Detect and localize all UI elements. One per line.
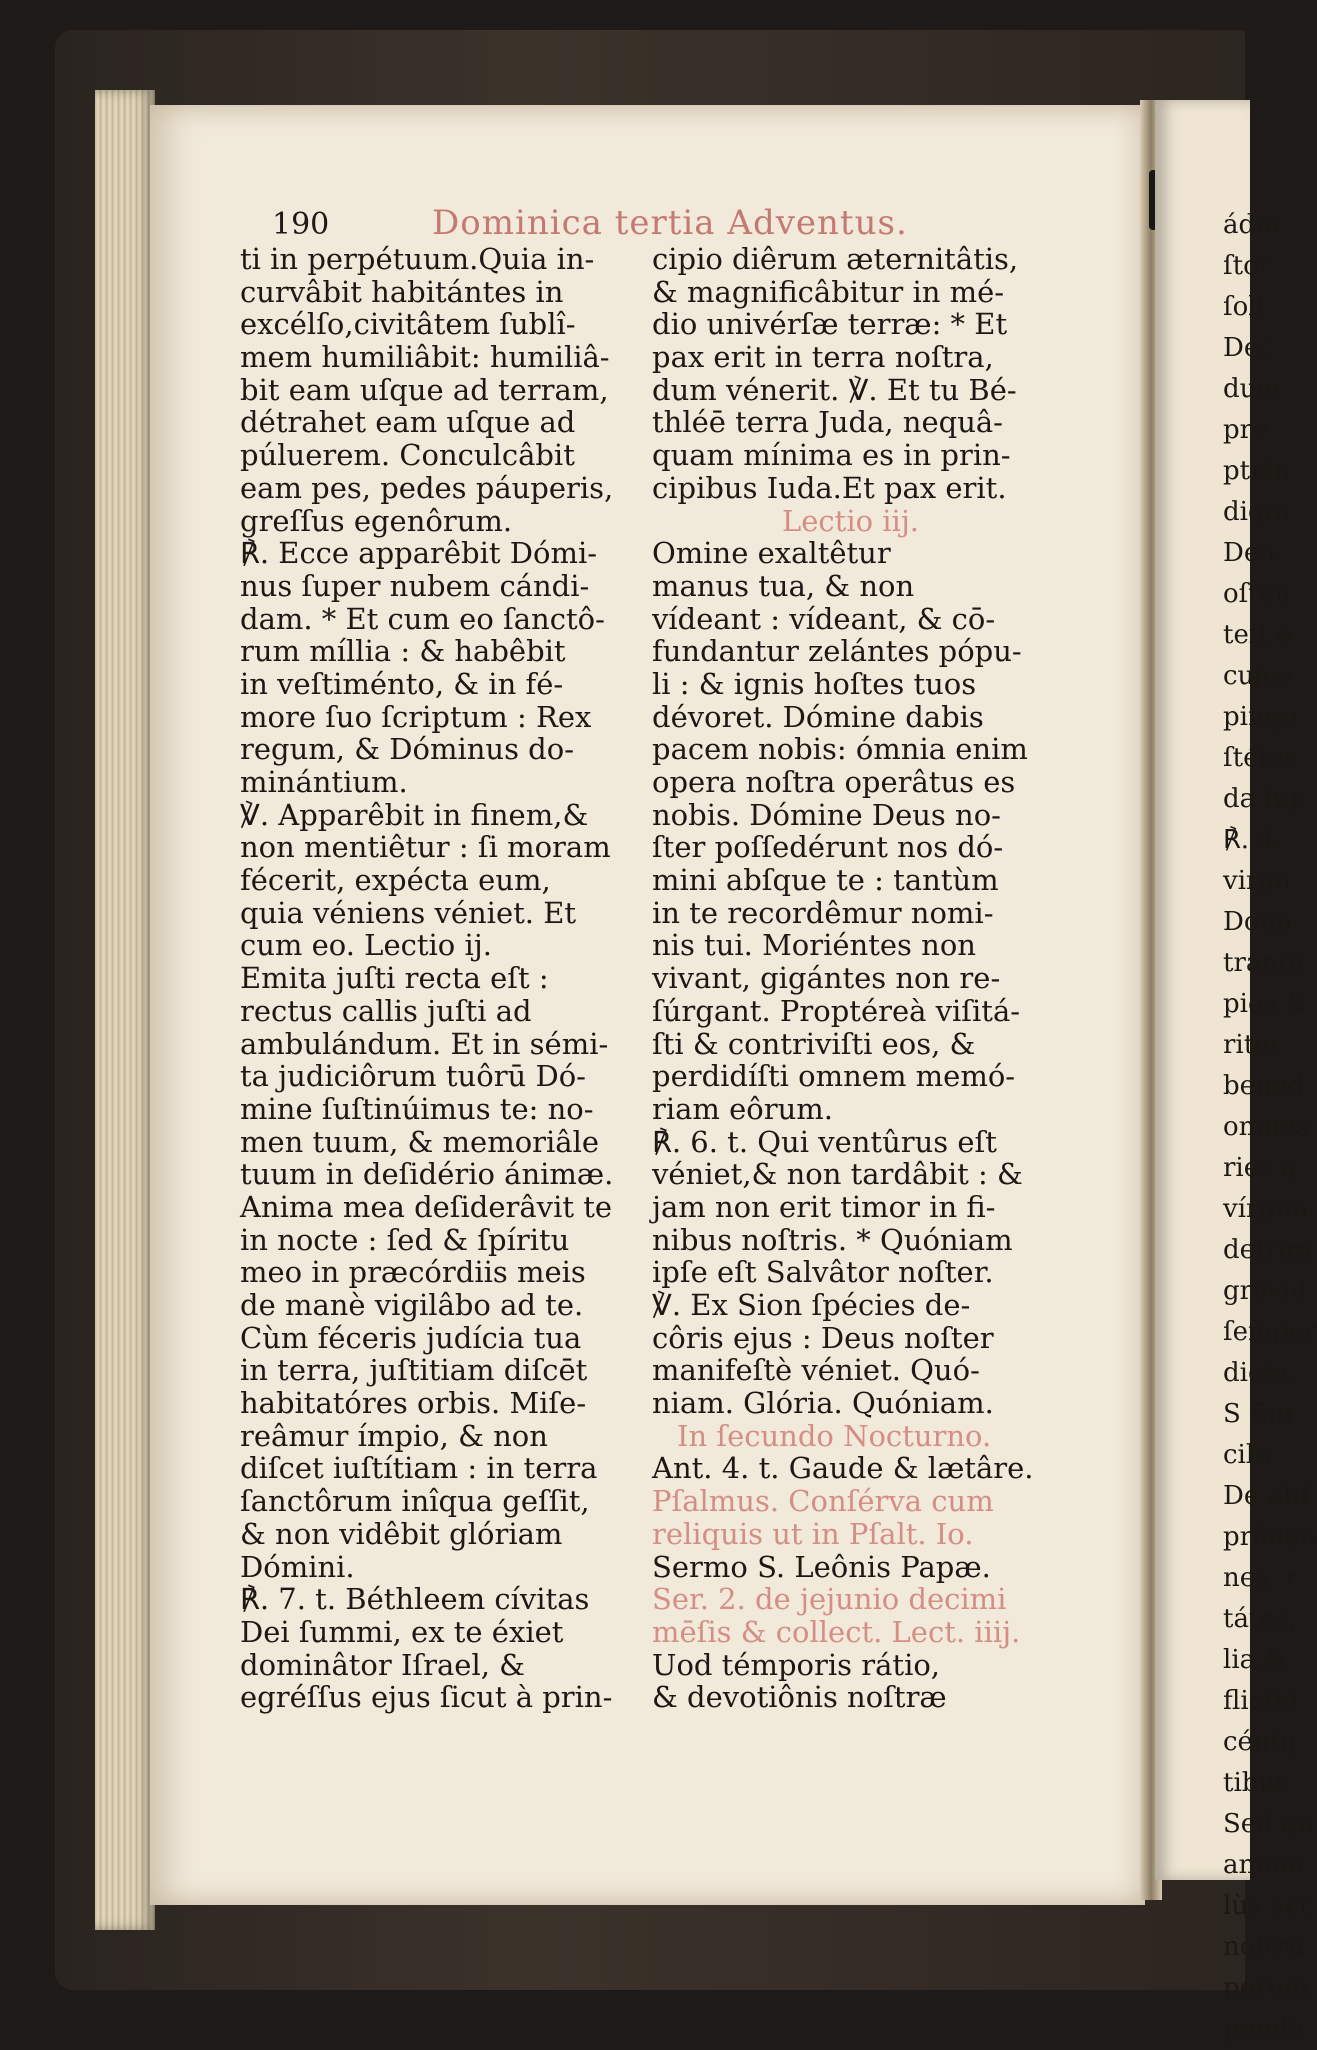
- next-page-fragment: da ſup: [1223, 784, 1307, 814]
- text-line: Uod témporis rátio,: [652, 1647, 941, 1682]
- text-line: rum míllia : & habêbit: [240, 634, 566, 669]
- next-page-fragment: digni: [1223, 497, 1290, 527]
- text-line: rectus callis juſti ad: [240, 993, 532, 1028]
- text-line: ambulándum. Et in sémi-: [240, 1026, 609, 1061]
- next-page-fragment: omnes: [1223, 1112, 1309, 1142]
- text-line: in veſtiménto, & in fé-: [240, 666, 564, 701]
- next-page-fragment: Déc: [1223, 333, 1274, 363]
- page-edges: [95, 90, 155, 1930]
- text-line: more ſuo ſcriptum : Rex: [240, 699, 592, 734]
- next-page-fragment: lùs acc: [1223, 1891, 1315, 1921]
- text-line: regum, & Dóminus do-: [240, 732, 574, 767]
- antiphon-line: Ant. 4. t. Gaude & lætâre.: [652, 1451, 1034, 1486]
- text-line: nis tui. Moriéntes non: [652, 928, 976, 963]
- sermon-reference: mēſis & collect. Lect. iiij.: [652, 1614, 1021, 1649]
- next-page-fragment: nes, r: [1223, 1563, 1298, 1593]
- text-line: & magnificâbitur in mé-: [652, 274, 1005, 309]
- next-page-fragment: céntij: [1223, 1727, 1297, 1757]
- responsory-line: ℟. Ecce apparêbit Dómi-: [240, 536, 598, 571]
- next-page-fragment: S Em: [1223, 1399, 1293, 1429]
- next-page-fragment: ptiōn: [1223, 456, 1291, 486]
- text-line: dio univérſæ terræ: * Et: [652, 307, 1008, 342]
- next-page-fragment: riter: [1223, 1030, 1283, 1060]
- right-text-column: [652, 243, 1048, 1714]
- text-line: li : & ignis hoſtes tuos: [652, 666, 977, 701]
- text-line: greſſus egenôrum.: [240, 503, 513, 538]
- text-line: eam pes, pedes páuperis,: [240, 470, 614, 505]
- text-line: ſúrgant. Proptéreà viſitá-: [652, 993, 1021, 1028]
- text-line: perdidíſti omnem memó-: [652, 1059, 1016, 1094]
- text-line: fécerit, expécta eum,: [240, 863, 551, 898]
- next-page-fragment: ſoli: [1223, 292, 1265, 322]
- next-page-fragment: teſt e: [1223, 620, 1293, 650]
- text-line: véniet,& non tardâbit : &: [652, 1157, 1023, 1192]
- text-line: excélſo,civitâtem ſublî-: [240, 307, 576, 342]
- text-line: Cùm féceris judícia tua: [240, 1320, 582, 1355]
- text-line: thléē terra Juda, nequâ-: [652, 405, 1003, 440]
- next-page-fragment: bened: [1223, 1071, 1304, 1101]
- text-line: dum vénerit. ℣. Et tu Bé-: [652, 372, 1017, 407]
- text-line: Anima mea deſiderâvit te: [240, 1189, 613, 1224]
- next-page-fragment: Deo: [1223, 538, 1275, 568]
- sermon-reference: Ser. 2. de jejunio decimi: [652, 1582, 1007, 1617]
- next-page-fragment: pro: [1223, 415, 1268, 445]
- next-page-fragment: Dómi: [1223, 907, 1293, 937]
- next-page-fragment: oſtén: [1223, 579, 1291, 609]
- next-page-fragment: ádm: [1223, 210, 1280, 240]
- text-line: ſter poſſedérunt nos dó-: [652, 830, 1004, 865]
- text-line: vivant, gigántes non re-: [652, 961, 1001, 996]
- psalm-reference-line: reliquis ut in Pſalt. Io.: [652, 1516, 974, 1551]
- running-title: Dominica tertia Adventus.: [432, 203, 908, 243]
- text-line: mem humiliâbit: humiliâ-: [240, 340, 610, 375]
- text-line: fundantur zelántes pópu-: [652, 634, 1022, 669]
- next-page-fragment: animā: [1223, 1850, 1304, 1880]
- text-line: ſanctôrum inîqua geſſit,: [240, 1484, 590, 1519]
- next-page-fragment: pinqu: [1223, 702, 1299, 732]
- page-header: [272, 203, 1072, 247]
- next-page-fragment: vírgini: [1223, 1194, 1309, 1224]
- next-page-fragment: Sed qu: [1223, 1809, 1315, 1839]
- text-line: púluerem. Conculcâbit: [240, 438, 575, 473]
- text-line: Dómini.: [240, 1549, 355, 1584]
- text-line: tuum in deſidério ánimæ.: [240, 1157, 614, 1192]
- text-line: meo in præcórdiis meis: [240, 1255, 586, 1290]
- next-page-fragment: tátes,: [1223, 1604, 1297, 1634]
- text-line: détrahet eam uſque ad: [240, 405, 576, 440]
- next-page-fragment: virgo: [1223, 866, 1291, 896]
- next-page-fragment: ℟. 4.: [1223, 825, 1283, 855]
- next-page-fragment: De abſ: [1223, 1481, 1310, 1511]
- text-line: nus ſuper nubem cándi-: [240, 568, 590, 603]
- versicle-line: ℣. Ex Sion ſpécies de-: [652, 1288, 971, 1322]
- text-line: cipibus Iuda.Et pax erit.: [652, 470, 1007, 505]
- next-page-fragment: flictió: [1223, 1686, 1298, 1716]
- text-line: reâmur ímpio, & non: [240, 1418, 548, 1453]
- text-line: in nocte : ſed & ſpíritu: [240, 1222, 570, 1257]
- text-line: Dei ſummi, ex te éxiet: [240, 1614, 564, 1649]
- text-line: quia véniens véniet. Et: [240, 895, 577, 930]
- next-page-fragment: perum: [1223, 1973, 1309, 2003]
- text-line: cipio diêrum æternitâtis,: [652, 242, 1019, 276]
- next-page-fragment: ſtétes: [1223, 743, 1298, 773]
- text-line: jam non erit timor in fi-: [652, 1189, 996, 1224]
- text-line: & non vidêbit glóriam: [240, 1516, 563, 1551]
- text-line: ti in perpétuum.Quia in-: [240, 242, 595, 276]
- next-page-fragment: cibi: [1223, 1440, 1271, 1470]
- text-line: manus tua, & non: [652, 568, 915, 603]
- text-line: dam. * Et cum eo ſanctô-: [240, 601, 605, 636]
- text-line: de manè vigilâbo ad te.: [240, 1288, 584, 1322]
- responsory-line: ℟. 6. t. Qui ventûrus eſt: [652, 1124, 997, 1159]
- versicle-line: ℣. Apparêbit in finem,&: [240, 797, 589, 832]
- next-page-fragment: tranſn: [1223, 948, 1305, 978]
- text-line: manifeſtè véniet. Quó-: [652, 1353, 980, 1388]
- text-line: pacem nobis: ómnia enim: [652, 732, 1028, 767]
- next-page-fragment: noſtrū: [1223, 1932, 1305, 1962]
- text-line: ipſe eſt Salvâtor noſter.: [652, 1255, 994, 1290]
- text-line: opera noſtra operâtus es: [652, 765, 1016, 799]
- next-page-fragment: grávid: [1223, 1276, 1308, 1306]
- next-page-fragment: cujus: [1223, 661, 1293, 691]
- text-line: diſcet iuſtítiam : in terra: [240, 1451, 598, 1486]
- text-line: niam. Glória. Quóniam.: [652, 1386, 994, 1421]
- text-line: mine ſuſtinúimus te: no-: [240, 1091, 594, 1126]
- text-line: in te recordêmur nomi-: [652, 895, 994, 930]
- lectio-heading: Lectio iij.: [782, 503, 920, 538]
- text-line: quam mínima es in prin-: [652, 438, 1011, 473]
- text-line: habitatóres orbis. Miſe-: [240, 1386, 587, 1421]
- next-page-edge: [1155, 100, 1317, 2044]
- psalm-line: Pſalmus. Conſérva cum: [652, 1484, 994, 1519]
- text-line: mini abſque te : tantùm: [652, 863, 999, 898]
- lectio-heading-line: cum eo. Lectio ij.: [240, 928, 492, 963]
- next-page-fragment: ſemper: [1223, 1317, 1317, 1347]
- text-line: egréſſus ejus ſicut à prin-: [240, 1680, 613, 1715]
- next-page-fragment: ſtor: [1223, 251, 1272, 281]
- text-line: Emita juſti recta eſt :: [240, 961, 549, 996]
- text-line: pax erit in terra noſtra,: [652, 340, 994, 375]
- text-line: nobis. Dómine Deus no-: [652, 797, 1001, 832]
- text-line: curvâbit habitántes in: [240, 274, 564, 309]
- text-line: ta judiciôrum tuôrū Dó-: [240, 1059, 586, 1094]
- text-line: in terra, juſtitiam diſcēt: [240, 1353, 588, 1388]
- next-page-fragment: dum: [1223, 374, 1282, 404]
- text-line: men tuum, & memoriâle: [240, 1124, 600, 1159]
- text-line: & devotiônis noſtræ: [652, 1680, 947, 1715]
- next-page-fragment: lia,&: [1223, 1645, 1287, 1675]
- next-page-fragment: pendā: [1223, 2014, 1304, 2044]
- page-number: 190: [272, 207, 330, 242]
- next-page-fragment: pies &: [1223, 989, 1309, 1019]
- left-text-column: [240, 243, 628, 1714]
- text-line: côris ejus : Deus noſter: [652, 1320, 994, 1355]
- nocturn-heading: In ſecundo Nocturno.: [677, 1418, 992, 1453]
- next-page-fragment: dicta.: [1223, 1358, 1297, 1388]
- text-line: dévoret. Dómine dabis: [652, 699, 984, 734]
- text-line: ſti & contriviſti eos, &: [652, 1026, 976, 1061]
- text-line: dominâtor Iſrael, &: [240, 1647, 525, 1682]
- text-line: riam eôrum.: [652, 1091, 834, 1126]
- text-line: bit eam uſque ad terram,: [240, 372, 609, 407]
- next-page-fragment: tibus: [1223, 1768, 1289, 1798]
- sermon-title: Sermo S. Leônis Papæ.: [652, 1549, 991, 1584]
- next-page-fragment: ries q: [1223, 1153, 1298, 1183]
- text-line: nibus noſtris. * Quóniam: [652, 1222, 1013, 1257]
- next-page-fragment: pródeu: [1223, 1522, 1317, 1552]
- text-line: vídeant : vídeant, & cō-: [652, 601, 996, 636]
- next-page-fragment: detrim: [1223, 1235, 1311, 1265]
- text-line: minántium.: [240, 765, 408, 799]
- next-page-text: [1215, 205, 1317, 2050]
- text-line: Omine exaltêtur: [652, 536, 891, 571]
- responsory-line: ℟. 7. t. Béthleem cívitas: [240, 1582, 590, 1617]
- text-line: non mentiêtur : ſi moram: [240, 830, 611, 865]
